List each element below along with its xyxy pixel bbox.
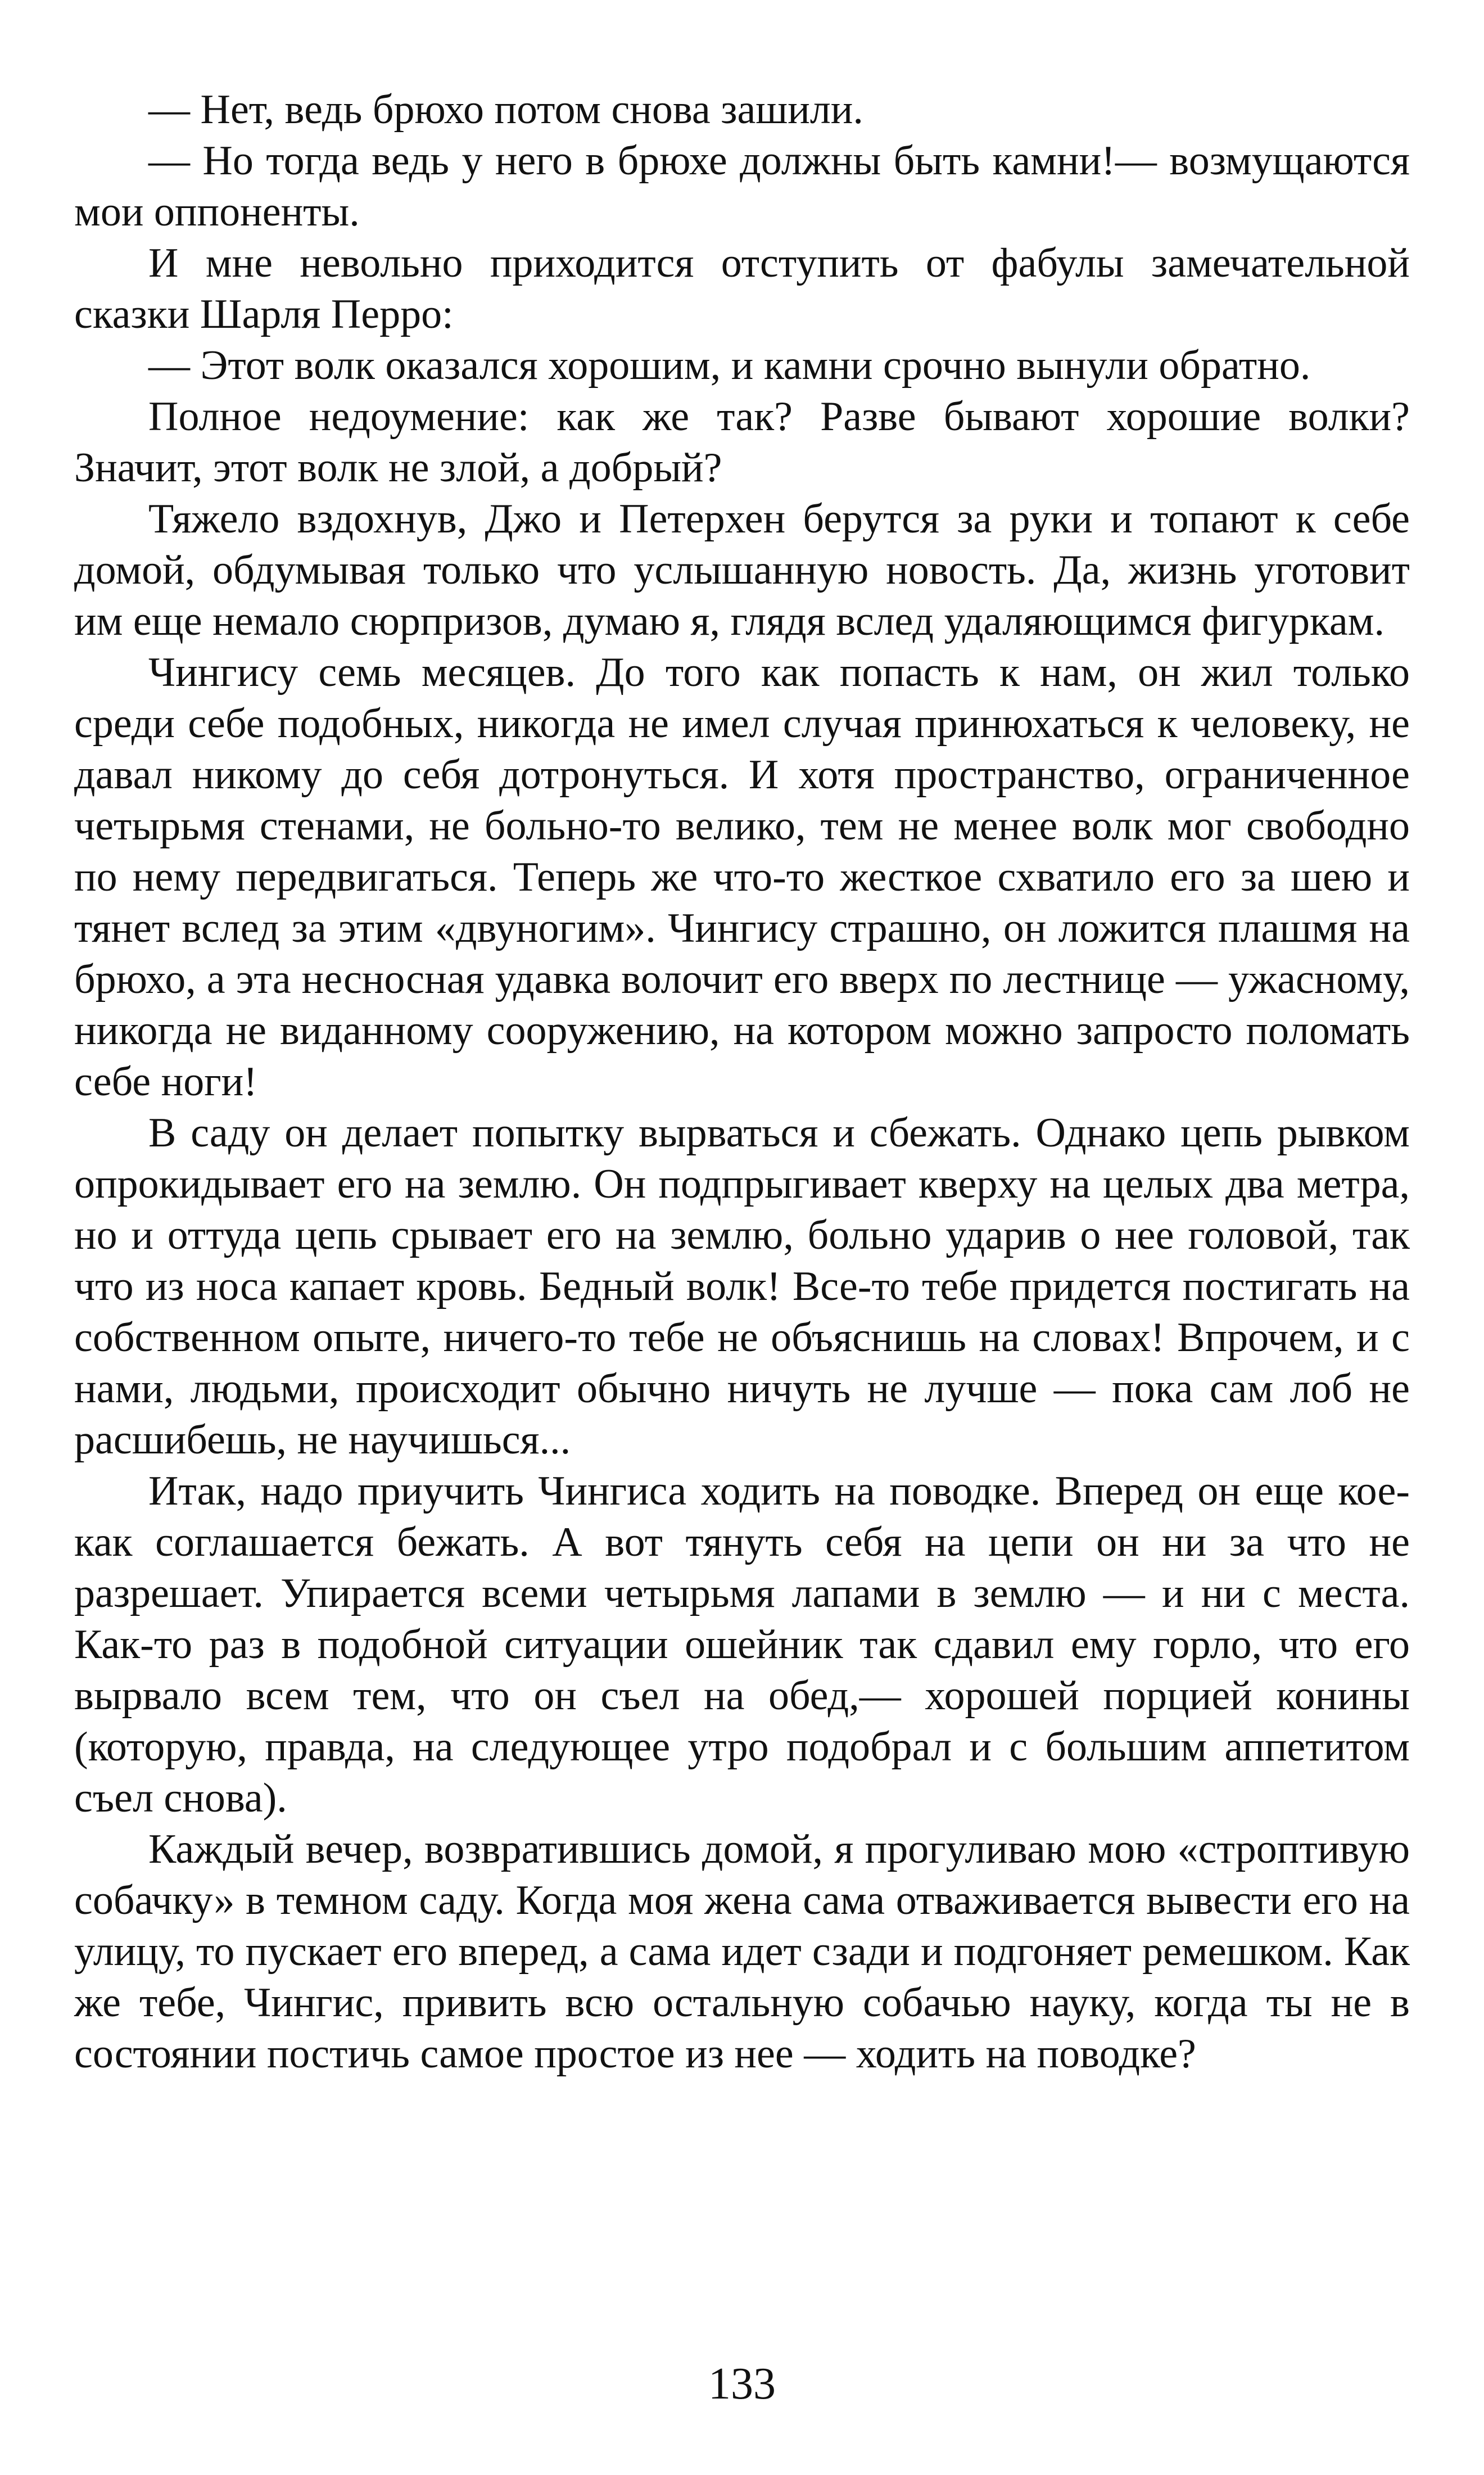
paragraph: И мне невольно приходится отступить от фабулы замечательной сказки Шарля Перро: [74, 240, 1410, 337]
paragraph: Чингису семь месяцев. До того как попасть к нам, он жил только среди себе подобных, никогда не имел случая принюхаться к человеку, не давал никому до себя дотронуться. И хотя пространство, ограниченное четырьмя стенами, не больно-то велико, тем не менее волк мог свободно по нему передвигаться. Теперь же что-то жесткое схватило его за шею и тянет вслед за этим «двуногим». Чингису страшно, он ложится плашмя на брюхо, а эта несносная удавка волочит его вверх по лестнице — ужасному, никогда не виданному сооружению, на котором можно запросто поломать себе ноги! [74, 649, 1410, 1105]
paragraph: В саду он делает попытку вырваться и сбежать. Однако цепь рывком опрокидывает его на землю. Он подпрыгивает кверху на целых два метра, но и оттуда цепь срывает его на землю, больно ударив о нее головой, так что из носа капает кровь. Бедный волк! Все-то тебе придется постигать на собственном опыте, ничего-то тебе не объяснишь на словах! Впрочем, и с нами, людьми, происходит обычно ничуть не лучше — пока сам лоб не расшибешь, не научишься... [74, 1110, 1410, 1463]
page-number: 133 [708, 2359, 776, 2409]
page-body [74, 84, 1410, 2080]
paragraph: — Этот волк оказался хорошим, и камни срочно вынули обратно. [148, 342, 1311, 389]
paragraph: — Но тогда ведь у него в брюхе должны быть камни!— возмущаются мои оппоненты. [74, 138, 1410, 235]
paragraph: Каждый вечер, возвратившись домой, я прогуливаю мою «строптивую собачку» в темном саду. Когда моя жена сама отваживается вывести его на улицу, то пускает его вперед, а сама идет сзади и подгоняет ремешком. Как же тебе, Чингис, привить всю остальную собачью науку, когда ты не в состоянии постичь самое простое из нее — ходить на поводке? [74, 1826, 1410, 2077]
paragraph: Итак, надо приучить Чингиса ходить на поводке. Вперед он еще кое-как соглашается бежать. А вот тянуть себя на цепи он ни за что не разрешает. Упирается всеми четырьмя лапами в землю — и ни с места. Как-то раз в подобной ситуации ошейник так сдавил ему горло, что его вырвало всем тем, что он съел на обед,— хорошей порцией конины (которую, правда, на следующее утро подобрал и с большим аппетитом съел снова). [74, 1468, 1410, 1821]
paragraph: Тяжело вздохнув, Джо и Петерхен берутся за руки и топают к себе домой, обдумывая только что услышанную новость. Да, жизнь уготовит им еще немало сюрпризов, думаю я, глядя вслед удаляющимся фигуркам. [74, 496, 1410, 644]
paragraph: — Нет, ведь брюхо потом снова зашили. [148, 87, 863, 133]
paragraph: Полное недоумение: как же так? Разве бывают хорошие волки? Значит, этот волк не злой, а добрый? [74, 394, 1410, 491]
